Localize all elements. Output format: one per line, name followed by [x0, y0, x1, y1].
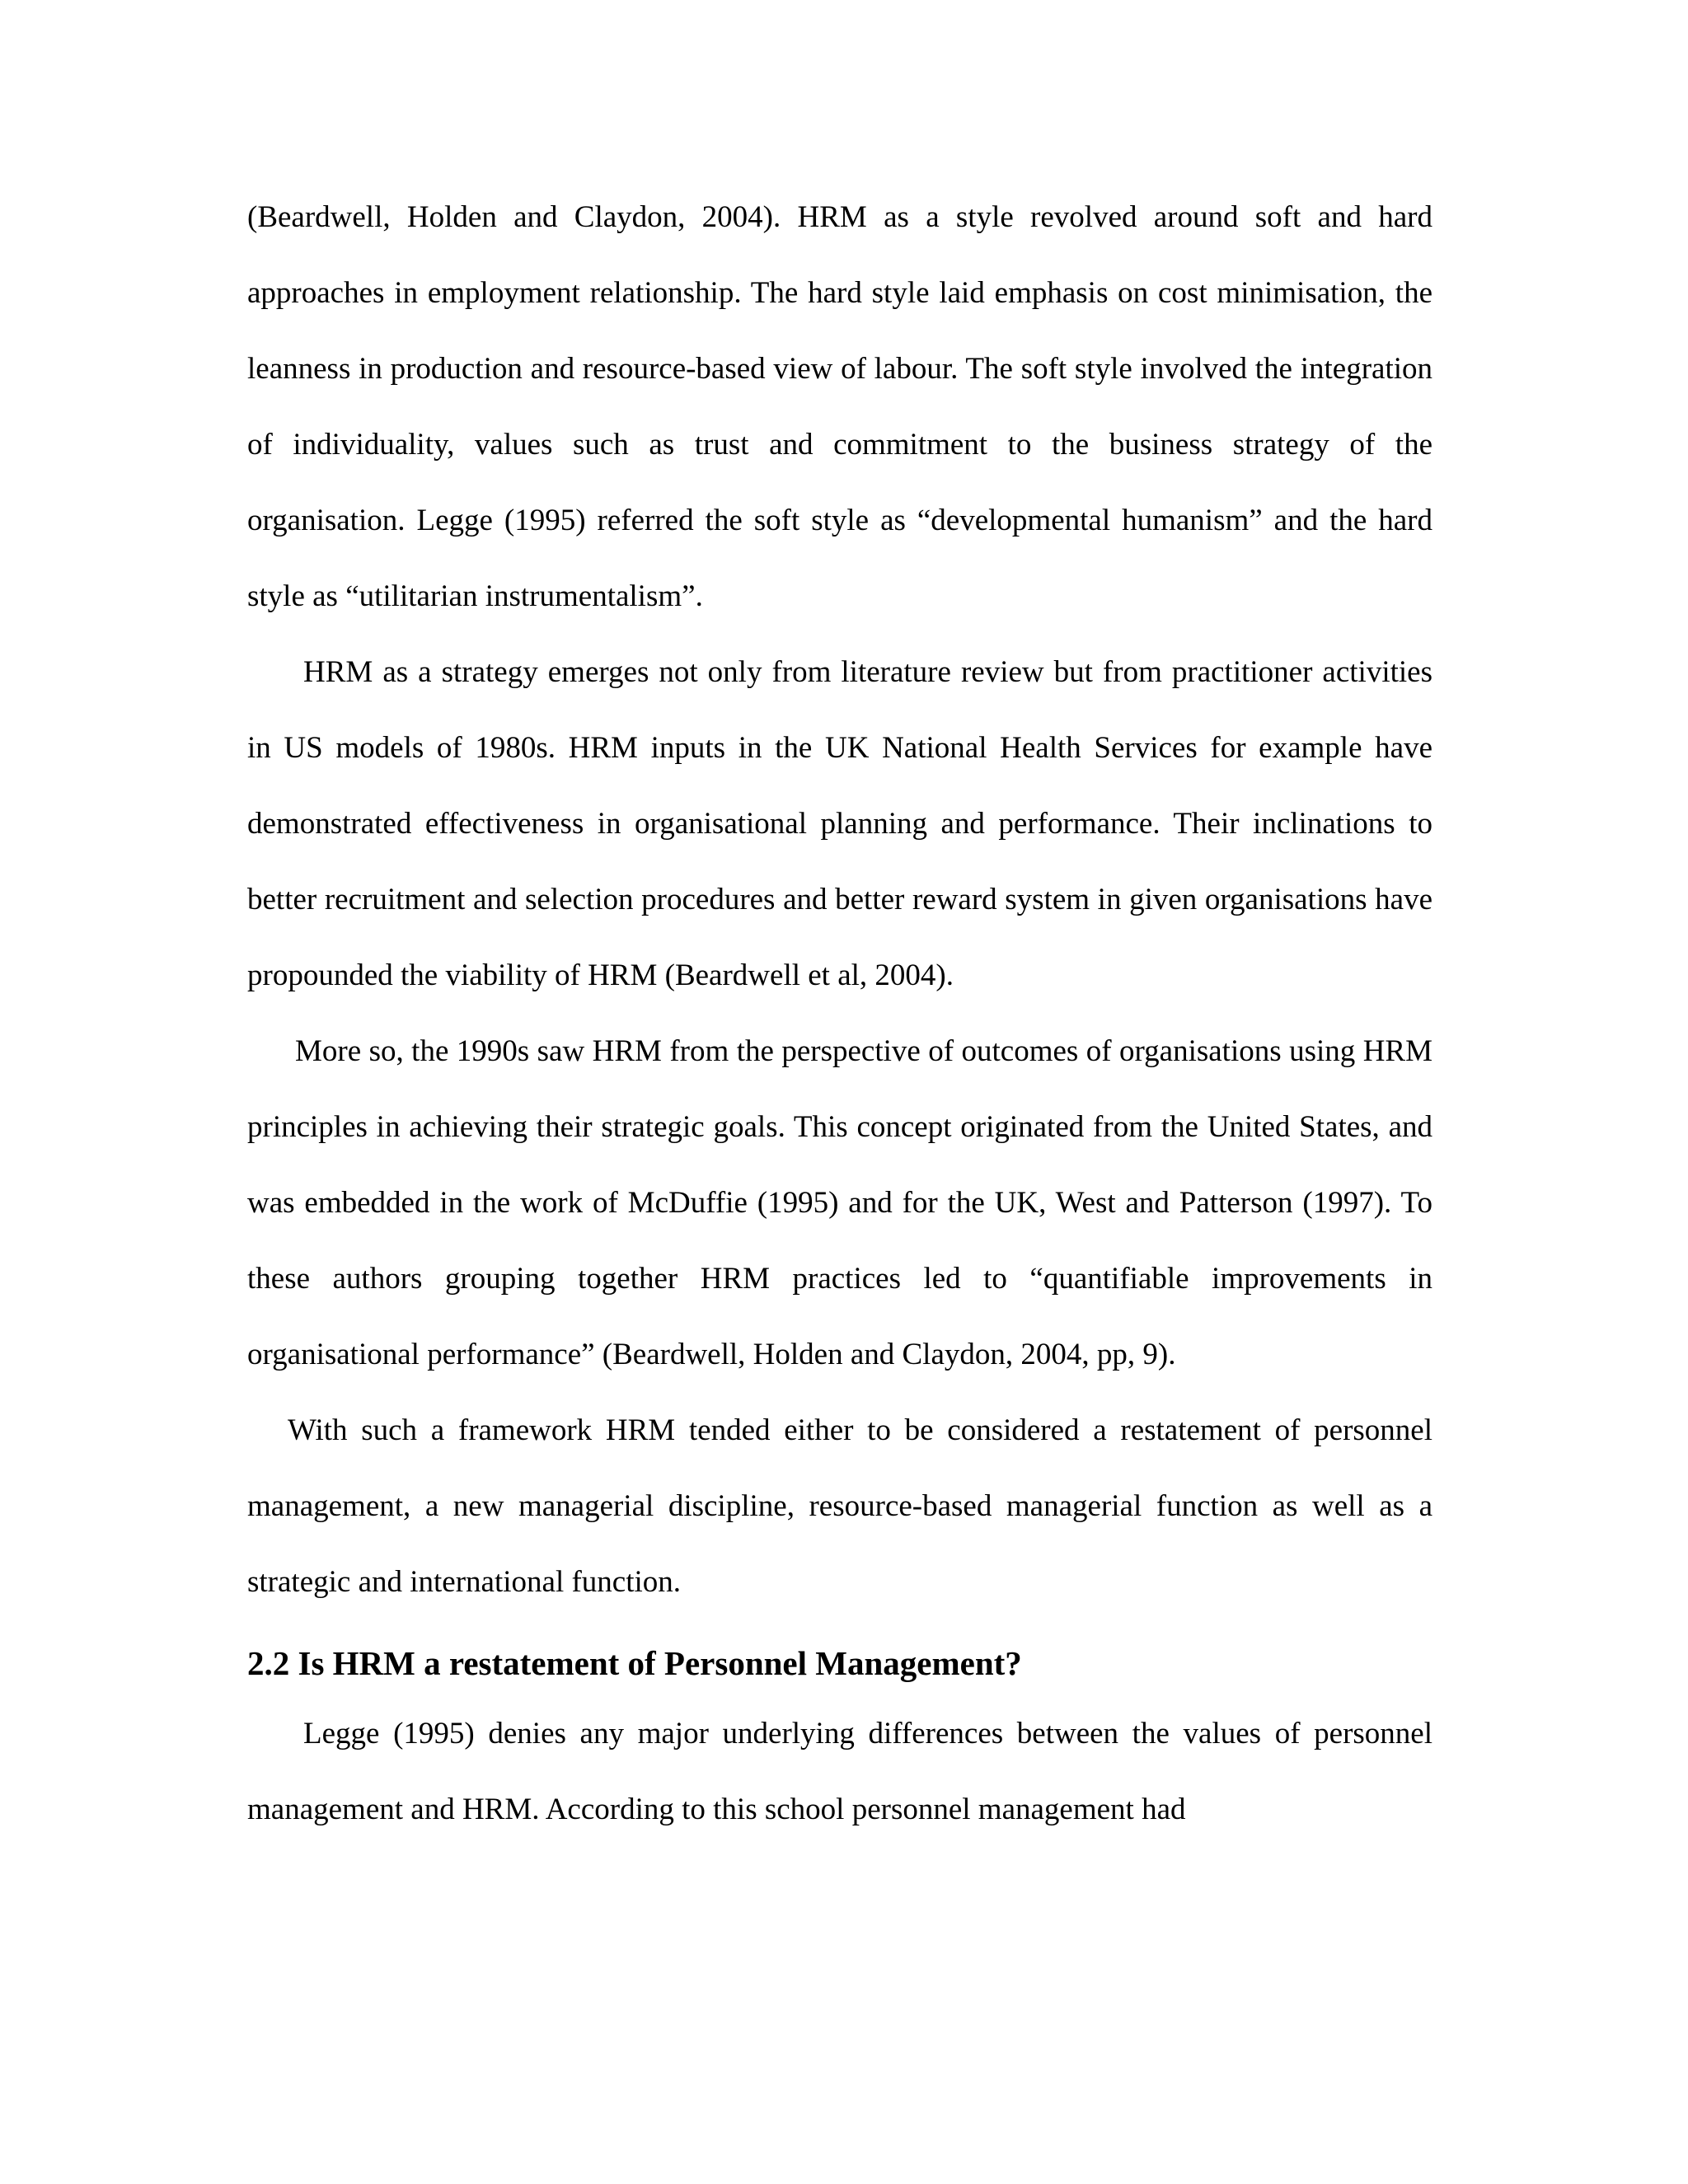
page-body — [247, 180, 1432, 1848]
paragraph-hrm-style: (Beardwell, Holden and Claydon, 2004). HRM as a style revolved around soft and hard approaches in employment relationship. The hard style laid emphasis on cost minimisation, the leanness in production and resource-based view of labour. The soft style involved the integration of individuality, values such as trust and commitment to the business strategy of the organisation. Legge (1995) referred the soft style as “developmental humanism” and the hard style as “utilitarian instrumentalism”. — [247, 200, 1432, 613]
paragraph-legge-restatement: Legge (1995) denies any major underlying differences between the values of personnel management and HRM. According to this school personnel management had — [247, 1717, 1432, 1826]
paragraph-hrm-strategy: HRM as a strategy emerges not only from literature review but from practitioner activities in US models of 1980s. HRM inputs in the UK National Health Services for example have demonstrated effectiveness in organisational planning and performance. Their inclinations to better recruitment and selection procedures and better reward system in given organisations have propounded the viability of HRM (Beardwell et al, 2004). — [247, 655, 1432, 992]
section-heading: 2.2 Is HRM a restatement of Personnel Management? — [247, 1644, 1022, 1682]
paragraph-hrm-framework: With such a framework HRM tended either to be considered a restatement of personnel management, a new managerial discipline, resource-based managerial function as well as a strategic and international function. — [247, 1413, 1432, 1599]
paragraph-hrm-outcomes: More so, the 1990s saw HRM from the perspective of outcomes of organisations using HRM principles in achieving their strategic goals. This concept originated from the United States, and was embedded in the work of McDuffie (1995) and for the UK, West and Patterson (1997). To these authors grouping together HRM practices led to “quantifiable improvements in organisational performance” (Beardwell, Holden and Claydon, 2004, pp, 9). — [247, 1034, 1432, 1371]
